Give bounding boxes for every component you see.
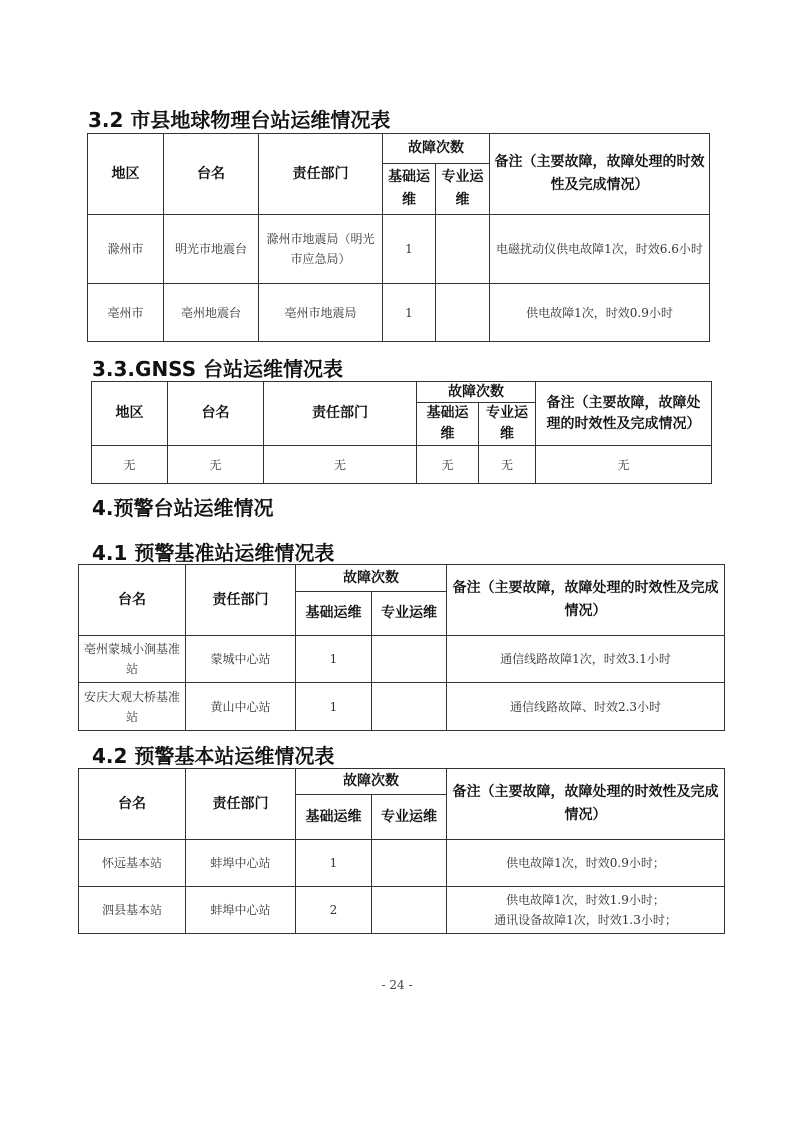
cell-note: 通信线路故障、时效2.3小时 xyxy=(447,683,725,731)
cell-note: 无 xyxy=(536,446,712,484)
header-station: 台名 xyxy=(79,565,186,636)
cell-station: 安庆大观大桥基准站 xyxy=(79,683,186,731)
cell-basic: 2 xyxy=(296,887,372,934)
cell-basic: 1 xyxy=(296,683,372,731)
table-row xyxy=(92,446,712,484)
cell-pro: 无 xyxy=(479,446,536,484)
cell-pro xyxy=(372,636,447,683)
cell-pro xyxy=(372,887,447,934)
header-region: 地区 xyxy=(88,134,164,215)
cell-pro xyxy=(372,683,447,731)
cell-station: 无 xyxy=(168,446,264,484)
section-title-3-2: 3.2 市县地球物理台站运维情况表 xyxy=(88,108,391,132)
header-dept: 责任部门 xyxy=(186,565,296,636)
cell-note: 供电故障1次，时效0.9小时； xyxy=(447,840,725,887)
table-3-2 xyxy=(87,133,710,342)
header-note: 备注（主要故障，故障处理的时效性及完成情况） xyxy=(447,565,725,636)
header-faults: 故障次数 xyxy=(296,769,447,795)
header-faults: 故障次数 xyxy=(296,565,447,592)
cell-basic: 1 xyxy=(383,284,436,342)
header-station: 台名 xyxy=(164,134,259,215)
cell-region: 无 xyxy=(92,446,168,484)
page-number: - 24 - xyxy=(381,978,413,992)
section-title-4-2: 4.2 预警基本站运维情况表 xyxy=(92,744,335,768)
cell-note: 供电故障1次，时效0.9小时 xyxy=(490,284,710,342)
cell-pro xyxy=(372,840,447,887)
header-basic: 基础运维 xyxy=(383,164,436,215)
header-pro: 专业运维 xyxy=(372,795,447,840)
header-dept: 责任部门 xyxy=(186,769,296,840)
cell-station: 亳州蒙城小涧基准站 xyxy=(79,636,186,683)
header-faults: 故障次数 xyxy=(417,382,536,403)
cell-station: 明光市地震台 xyxy=(164,215,259,284)
header-basic: 基础运维 xyxy=(296,592,372,636)
header-note: 备注（主要故障，故障处理的时效性及完成情况） xyxy=(447,769,725,840)
cell-pro xyxy=(436,215,490,284)
cell-dept: 滁州市地震局（明光市应急局） xyxy=(259,215,383,284)
cell-dept: 蚌埠中心站 xyxy=(186,840,296,887)
table-row xyxy=(88,215,710,284)
header-pro: 专业运维 xyxy=(479,403,536,446)
header-note: 备注（主要故障，故障处理的时效性及完成情况） xyxy=(536,382,712,446)
header-basic: 基础运维 xyxy=(296,795,372,840)
table-4-1 xyxy=(78,564,725,731)
section-title-3-3: 3.3.GNSS 台站运维情况表 xyxy=(92,357,344,381)
cell-basic: 1 xyxy=(296,636,372,683)
cell-region: 滁州市 xyxy=(88,215,164,284)
cell-station: 怀远基本站 xyxy=(79,840,186,887)
header-faults: 故障次数 xyxy=(383,134,490,164)
header-region: 地区 xyxy=(92,382,168,446)
table-row xyxy=(79,636,725,683)
header-basic: 基础运维 xyxy=(417,403,479,446)
cell-dept: 蚌埠中心站 xyxy=(186,887,296,934)
table-3-3 xyxy=(91,381,712,484)
cell-dept: 亳州市地震局 xyxy=(259,284,383,342)
header-station: 台名 xyxy=(168,382,264,446)
cell-basic: 1 xyxy=(383,215,436,284)
header-dept: 责任部门 xyxy=(259,134,383,215)
cell-region: 亳州市 xyxy=(88,284,164,342)
header-pro: 专业运维 xyxy=(436,164,490,215)
header-station: 台名 xyxy=(79,769,186,840)
table-4-2 xyxy=(78,768,725,934)
cell-pro xyxy=(436,284,490,342)
cell-dept: 黄山中心站 xyxy=(186,683,296,731)
header-note: 备注（主要故障，故障处理的时效性及完成情况） xyxy=(490,134,710,215)
cell-basic: 无 xyxy=(417,446,479,484)
cell-station: 泗县基本站 xyxy=(79,887,186,934)
cell-dept: 无 xyxy=(264,446,417,484)
table-row xyxy=(79,840,725,887)
cell-basic: 1 xyxy=(296,840,372,887)
table-row xyxy=(79,683,725,731)
cell-station: 亳州地震台 xyxy=(164,284,259,342)
table-row xyxy=(88,284,710,342)
cell-note: 供电故障1次，时效1.9小时； 通讯设备故障1次，时效1.3小时； xyxy=(447,887,725,934)
cell-note: 电磁扰动仪供电故障1次，时效6.6小时 xyxy=(490,215,710,284)
table-row xyxy=(79,887,725,934)
header-dept: 责任部门 xyxy=(264,382,417,446)
section-title-4-1: 4.1 预警基准站运维情况表 xyxy=(92,541,335,565)
cell-note: 通信线路故障1次，时效3.1小时 xyxy=(447,636,725,683)
cell-dept: 蒙城中心站 xyxy=(186,636,296,683)
header-pro: 专业运维 xyxy=(372,592,447,636)
section-title-4: 4.预警台站运维情况 xyxy=(92,496,274,520)
